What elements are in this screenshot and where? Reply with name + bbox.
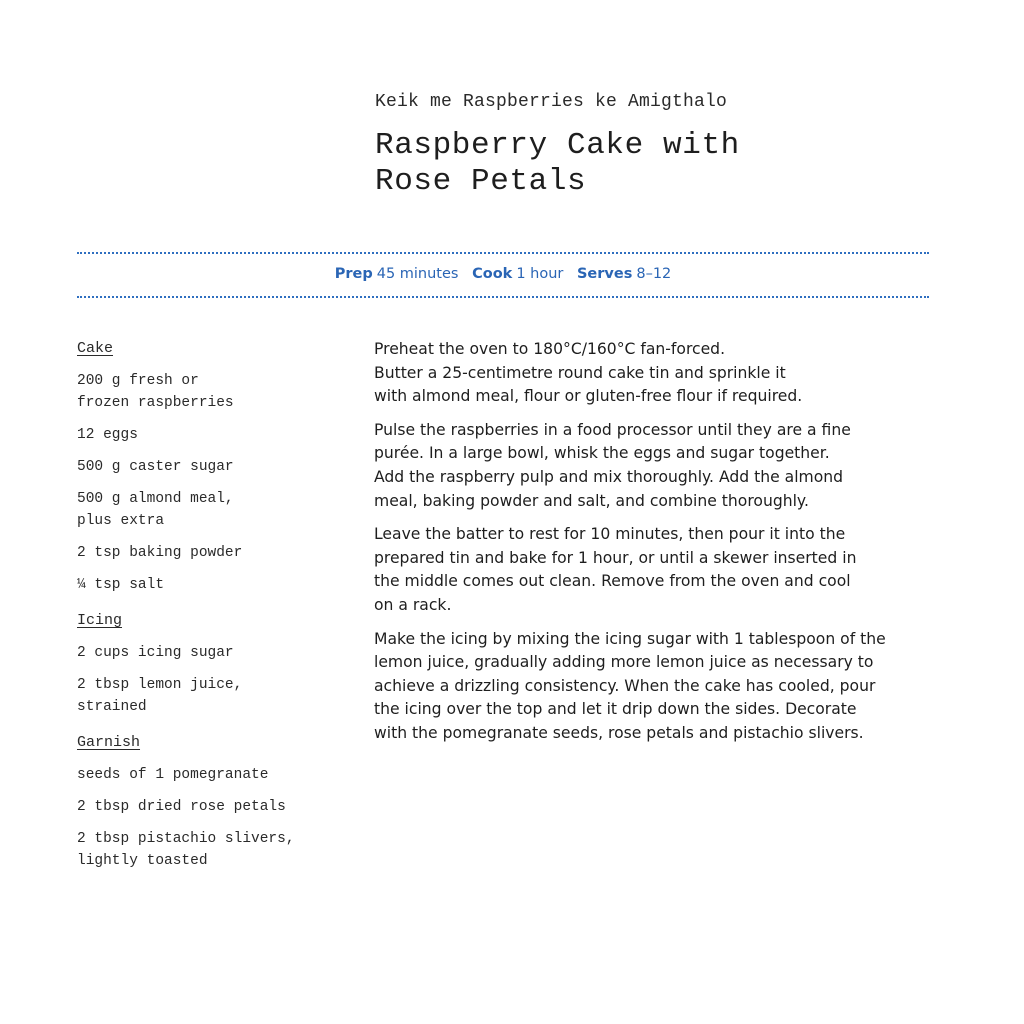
ingredient-line: ¼ tsp salt (77, 577, 165, 593)
ingredients-column (77, 338, 347, 886)
method-line: with the pomegranate seeds, rose petals and pistachio slivers. (374, 723, 864, 742)
method-line: Pulse the raspberries in a food processor until they are a fine (374, 420, 851, 439)
method-line: Butter a 25-centimetre round cake tin and sprinkle it (374, 363, 786, 382)
cook-value: 1 hour (516, 266, 564, 282)
ingredient-item (77, 642, 347, 664)
ingredient-heading: Garnish (77, 734, 141, 751)
method-line: on a rack. (374, 595, 452, 614)
ingredient-heading: Cake (77, 340, 114, 357)
method-line: prepared tin and bake for 1 hour, or until a skewer inserted in (374, 548, 857, 567)
ingredient-item (77, 828, 347, 872)
method-line: Preheat the oven to 180°C/160°C fan-forced. (374, 340, 726, 358)
cook-label: Cook (472, 266, 513, 282)
ingredient-item (77, 488, 347, 532)
ingredient-item (77, 424, 347, 446)
method-line: Add the raspberry pulp and mix thoroughly. Add the almond (374, 467, 844, 486)
ingredient-item (77, 674, 347, 718)
ingredient-line: frozen raspberries (77, 395, 234, 411)
ingredient-group-garnish (77, 732, 347, 872)
ingredient-line: plus extra (77, 513, 165, 529)
method-step (374, 419, 934, 513)
ingredient-line: 2 tsp baking powder (77, 545, 243, 561)
ingredient-line: lightly toasted (77, 853, 208, 869)
ingredient-item (77, 370, 347, 414)
prep-value: 45 minutes (376, 266, 459, 282)
method-line: meal, baking powder and salt, and combine thoroughly. (374, 491, 809, 510)
ingredient-item (77, 796, 347, 818)
ingredient-line: seeds of 1 pomegranate (77, 767, 269, 783)
method-line: Leave the batter to rest for 10 minutes, then pour it into the (374, 525, 846, 544)
ingredient-line: 12 eggs (77, 427, 138, 443)
recipe-subtitle: Keik me Raspberries ke Amigthalo (375, 92, 728, 112)
ingredient-line: 2 tbsp dried rose petals (77, 799, 286, 815)
method-step (374, 338, 934, 409)
ingredient-item (77, 542, 347, 564)
method-step (374, 523, 934, 617)
ingredient-group-icing (77, 610, 347, 718)
ingredient-item (77, 764, 347, 786)
recipe-title-line: Raspberry Cake with (375, 128, 740, 163)
serves-label: Serves (576, 266, 633, 282)
ingredient-item (77, 574, 347, 596)
method-line: the middle comes out clean. Remove from the oven and cool (374, 572, 851, 591)
method-line: Make the icing by mixing the icing sugar with 1 tablespoon of the (374, 629, 886, 648)
serves-value: 8–12 (636, 266, 672, 282)
ingredient-group-cake (77, 338, 347, 596)
ingredient-line: 500 g caster sugar (77, 459, 234, 475)
method-line: achieve a drizzling consistency. When the cake has cooled, pour (374, 676, 876, 695)
dotted-divider-bottom (77, 296, 929, 298)
ingredient-line: 2 tbsp lemon juice, (77, 677, 243, 693)
method-line: with almond meal, flour or gluten-free flour if required. (374, 387, 803, 406)
method-line: the icing over the top and let it drip down the sides. Decorate (374, 700, 857, 719)
ingredient-line: 200 g fresh or (77, 373, 199, 389)
ingredient-line: 2 cups icing sugar (77, 645, 234, 661)
method-line: purée. In a large bowl, whisk the eggs and sugar together. (374, 444, 830, 463)
prep-label: Prep (334, 266, 373, 282)
method-column (374, 338, 934, 756)
ingredient-heading: Icing (77, 612, 123, 629)
dotted-divider-top (77, 252, 929, 254)
recipe-title (375, 128, 740, 200)
ingredient-line: 500 g almond meal, (77, 491, 234, 507)
method-step (374, 628, 934, 746)
recipe-meta-bar (77, 266, 929, 282)
ingredient-line: strained (77, 699, 147, 715)
ingredient-line: 2 tbsp pistachio slivers, (77, 831, 295, 847)
recipe-title-line: Rose Petals (375, 164, 587, 199)
ingredient-item (77, 456, 347, 478)
method-line: lemon juice, gradually adding more lemon juice as necessary to (374, 653, 874, 672)
